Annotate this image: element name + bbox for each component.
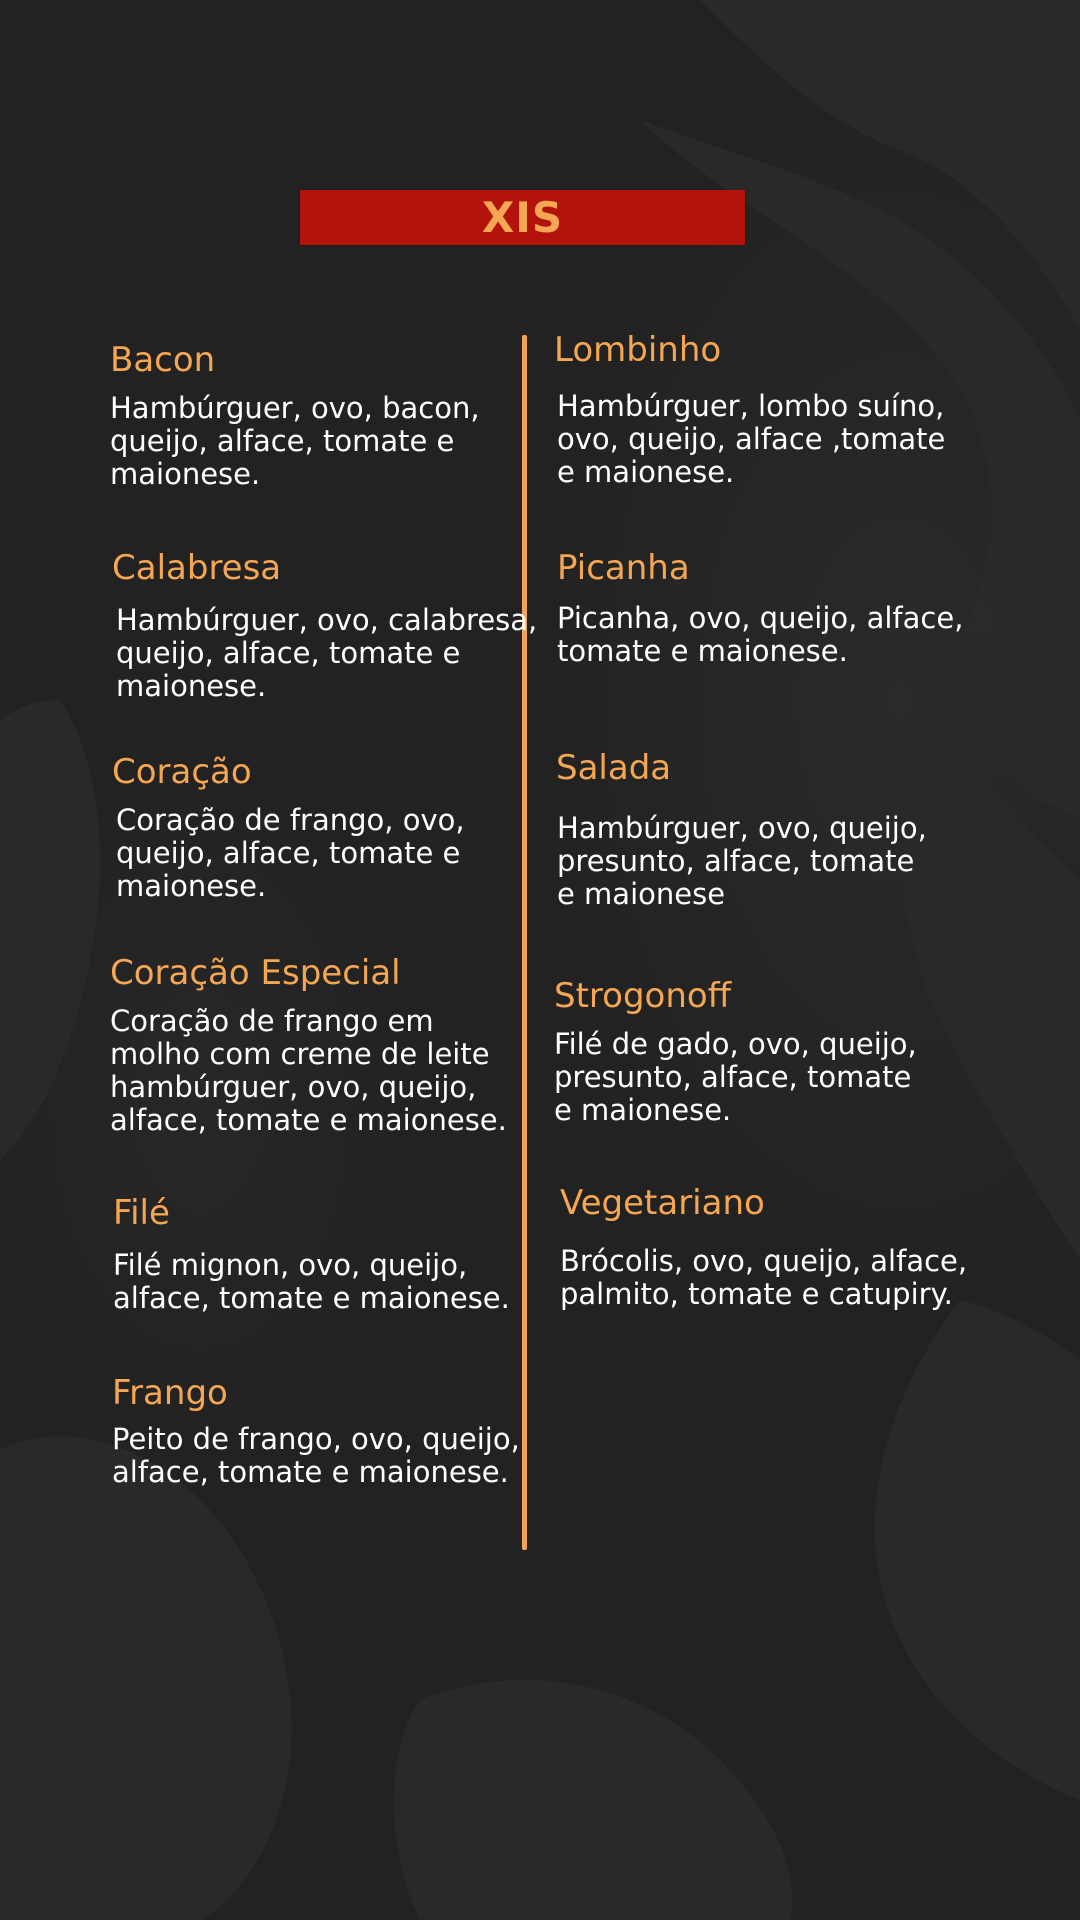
menu-item-description: Brócolis, ovo, queijo, alface, palmito, tomate e catupiry. — [560, 1244, 968, 1311]
menu-item-name: Coração Especial — [110, 953, 401, 993]
menu-item-description: Peito de frango, ovo, queijo, alface, tomate e maionese. — [112, 1422, 520, 1489]
menu-item-coracao-especial — [110, 953, 507, 1137]
menu-item-vegetariano — [560, 1183, 967, 1311]
menu-item-frango — [112, 1373, 520, 1489]
menu-item-name: Frango — [112, 1373, 228, 1413]
menu-item-file — [113, 1193, 510, 1315]
menu-item-name: Vegetariano — [560, 1183, 765, 1223]
menu-item-name: Bacon — [110, 340, 216, 380]
menu-item-description: Hambúrguer, ovo, queijo, presunto, alface, tomate e maionese — [557, 811, 927, 911]
menu-item-calabresa — [112, 548, 537, 703]
menu-item-name: Filé — [113, 1193, 170, 1233]
menu-item-description: Hambúrguer, ovo, calabresa, queijo, alface, tomate e maionese. — [116, 603, 538, 703]
menu-item-name: Lombinho — [554, 330, 722, 370]
menu-item-name: Coração — [112, 752, 252, 792]
menu-item-description: Hambúrguer, lombo suíno, ovo, queijo, alface ,tomate e maionese. — [557, 389, 946, 489]
menu-item-bacon — [110, 340, 480, 491]
menu-item-name: Salada — [556, 748, 672, 788]
menu-item-description: Coração de frango, ovo, queijo, alface, tomate e maionese. — [116, 803, 465, 903]
column-divider — [522, 335, 527, 1550]
menu-item-salada — [556, 748, 927, 911]
menu-item-strogonoff — [554, 976, 917, 1127]
menu-item-name: Strogonoff — [554, 976, 732, 1016]
menu-item-description: Picanha, ovo, queijo, alface, tomate e maionese. — [557, 601, 964, 668]
menu-item-name: Picanha — [557, 548, 690, 588]
menu-item-name: Calabresa — [112, 548, 282, 588]
menu-item-picanha — [557, 548, 963, 668]
menu-item-description: Hambúrguer, ovo, bacon, queijo, alface, tomate e maionese. — [110, 391, 480, 491]
menu-item-coracao — [112, 752, 465, 903]
page-title: XIS — [481, 192, 564, 242]
title-banner — [300, 190, 745, 245]
menu-item-description: Coração de frango em molho com creme de leite hambúrguer, ovo, queijo, alface, tomate e maionese. — [110, 1004, 507, 1137]
menu-item-lombinho — [554, 330, 945, 489]
menu-item-description: Filé de gado, ovo, queijo, presunto, alface, tomate e maionese. — [554, 1027, 917, 1127]
menu-item-description: Filé mignon, ovo, queijo, alface, tomate e maionese. — [113, 1248, 510, 1315]
